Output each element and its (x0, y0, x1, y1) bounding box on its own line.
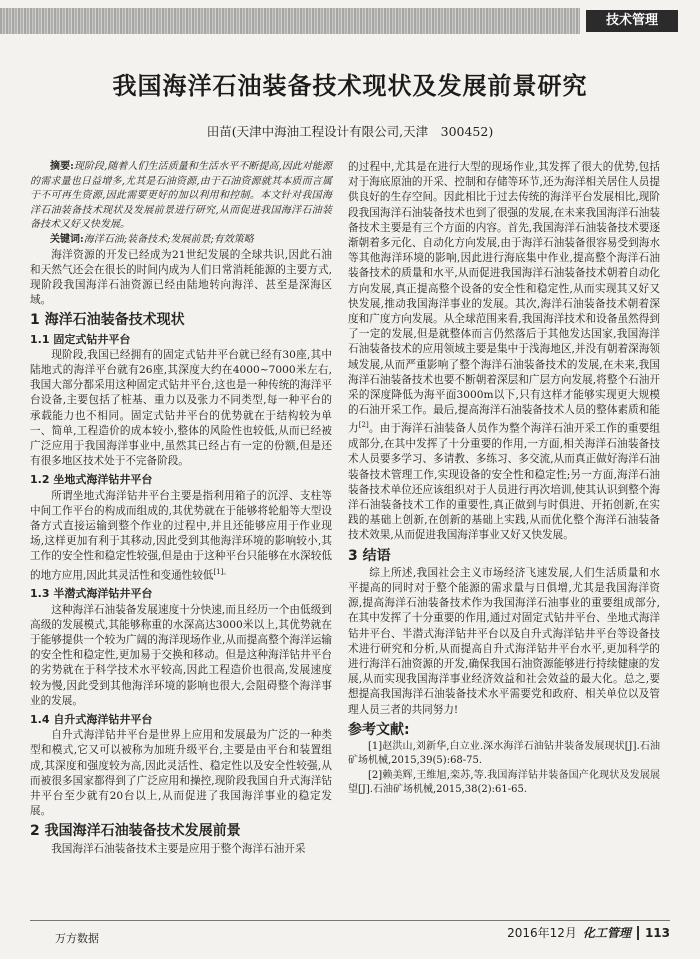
section-2-text-end: 。由于海洋石油装备人员作为整个海洋石油开采工作的重要组成部分,在其中发挥了十分重要的作用,一方面,相关海洋石油装备技术人员要多学习、多请教、多练习、多交流,从而真正做好海洋石油装备技术管理工作,实现设备的安全性和稳定性;另一方面,海洋石油装备技术单位还应该组织对于人员进行再次培训,使其认识到整个海洋石油装备技术工作的重要性,真正做到与时俱进、开拓创新,在实践的基础上创新,在创新的基础上实践,从而优化整个海洋石油装备技术效果,从而促进我国海洋事业又好又快发展。 (348, 422, 661, 542)
section-2-text-cont: 的过程中,尤其是在进行大型的现场作业,其发挥了很大的优势,包括对于海底原油的开采、控制和存储等环节,还为海洋相关居住人员提供良好的生存空间。因此相比于过去传统的海洋平台发展相比,现阶段我国海洋石油装备技术也到了很强的发展,在未来我国海洋石油装备技术主要是有三个方面的内容。首先,我国海洋石油装备技术要逐渐朝着多元化、自动化方向发展,由于海洋石油装备很容易受到海水等其他海洋环境的影响,因此进行海底集中作业,提高整个海洋石油装备技术的质量和水平,从而促进我国海洋石油装备技术朝着自动化方向发展,真正提高整个设备的安全性和稳定性,从而实现其又好又快发展,推动我国海洋事业的发展。其次,海洋石油装备技术朝着深度和广度方向发展。从全球范围来看,我国海洋技术和设备虽然得到了一定的发展,但是就整体而言仍然落后于其他发达国家,我国海洋石油装备技术的应用领域主要是集中于浅海地区,并没有朝着深海领域发展,从而严重影响了整个海洋石油装备技术的发展,在未来,我国海洋石油装备技术也要不断朝着深层和广层方向发展,将整个石油开采的深度降低为海平面3000m以下,只有这样才能够实现更大规模的石油开采工作。最后,提高海洋石油装备技术人员的整体素质和能力 (348, 161, 660, 435)
issue-date: 2016年12月 (507, 926, 577, 940)
author-line: 田苗(天津中海油工程设计有限公司,天津 300452) (206, 124, 494, 139)
abstract-text: 现阶段,随着人们生活质量和生活水平不断提高,因此对能源的需求量也日益增多,尤其是石油资源,由于石油资源就其本质而言属于不可再生资源,因此需要更好的加以利用和控制。本文针对我国海洋石油装备技术现状及发展前景进行研究,从而促进我国海洋石油装备技术又好又快发展。 (30, 161, 332, 231)
section-1-2-text: 所谓坐地式海洋钻井平台主要是指利用箱子的沉浮、支柱等中间工作平台的构成而组成的,其优势就在于能够将轮船等大型设备方式直接运输到整个作业的过程中,并且还能够应用于作业现场,这样更加有利于其移动,因此受到其他海洋环境的影响较小,其工作的安全性和稳定性较强,但是由于这种平台只能够在水深较低的地方应用,因此其灵活性和变通性较低 (30, 489, 332, 582)
section-tag: 技术管理 (586, 10, 678, 32)
reference-item: [1]赵洪山,刘新华,白立业.深水海洋石油钻井装备发展现状[J].石油矿场机械,2015,39(5):68-75. (348, 741, 660, 767)
keywords-text: 海洋石油;装备技术;发展前景;有效策略 (83, 233, 254, 245)
section-1-2-paragraph (30, 489, 332, 584)
banner-texture (0, 8, 580, 34)
abstract-label: 摘要: (50, 161, 74, 172)
reference-item: [2]赖美辉,王维旭,栾苏,等.我国海洋钻井装备国产化现状及发展展望[J].石油矿场机械,2015,38(2):61-65. (348, 769, 660, 796)
citation-2: [2] (358, 421, 369, 430)
references-heading: 参考文献: (348, 721, 410, 738)
right-column (348, 160, 660, 798)
section-3-text: 综上所述,我国社会主义市场经济飞速发展,人们生活质量和水平提高的同时对于整个能源的需求量与日俱增,尤其是我国海洋资源,提高海洋石油装备技术作为我国海洋石油事业的重要组成部分,在其中发挥了十分重要的作用,通过对固定式钻井平台、坐地式海洋钻井平台、半潜式海洋钻井平台以及自升式海洋钻井平台等设备技术进行研究和分析,从而提高自升式海洋钻井平台水平,更加科学的进行海洋石油资源的开发,确保我国石油资源能够进行持续健康的发展,从而实现我国海洋事业经济效益和社会效益的最大化。总之,要想提高我国海洋石油装备技术水平需要党和政府、相关单位以及管理人员三者的共同努力! (348, 566, 660, 716)
article-title: 我国海洋石油装备技术现状及发展前景研究 (112, 72, 588, 100)
section-1-heading: 1 海洋石油装备技术现状 (30, 312, 185, 329)
abstract (30, 160, 332, 233)
section-1-1-text: 现阶段,我国已经拥有的固定式钻井平台就已经有30座,其中陆地式的海洋平台就有26座,其深度大约在4000~7000米左右,我国大部分都采用这种固定式钻井平台,这也是一种传统的海洋平台设备,主要包括了桩基、重力以及张力不同类型,每一种平台的承载能力也不相同。固定式钻井平台的优势就在于结构较为单一、简单,工程造价的成本较小,整体的风险性也较低,从而已经被广泛应用于我国海洋事业中,虽然其已经占有一定的份额,但是还有很多地区技术处于不完备阶段。 (30, 348, 332, 468)
journal-name: 化工管理 (582, 926, 631, 940)
page-number: 113 (637, 926, 670, 940)
intro-paragraph: 海洋资源的开发已经成为21世纪发展的全球共识,因此石油和天然气还会在很长的时间内成为人们日常消耗能源的主要方式,现阶段我国海洋石油资源已经由陆地转向海洋、甚至是深海区域。 (30, 248, 332, 307)
top-banner (0, 0, 700, 40)
section-2-text-start: 我国海洋石油装备技术主要是应用于整个海洋石油开采 (51, 842, 306, 855)
left-column (30, 160, 332, 857)
section-2-paragraph (348, 160, 660, 544)
footer-info (507, 924, 670, 941)
section-1-3-text: 这种海洋石油装备发展速度十分快速,而且经历一个由低级到高级的发展模式,其能够称重的水深高达3000米以上,其优势就在于能够提供一个较为广阔的海洋现场作业,从而提高整个海洋运输的安全性和稳定性,更加易于交换和移动。但是这种海洋钻井平台的劣势就在于科学技术水平较高,因此工程造价也很高,发展速度较为慢,因此受到其他海洋环境的影响也很大,会阻碍整个海洋事业的发展。 (30, 603, 332, 707)
footer-source: 万方数据 (55, 932, 99, 945)
section-3-heading: 3 结语 (348, 547, 391, 564)
reference-list (348, 740, 660, 798)
section-1-4-heading: 1.4 自升式海洋钻井平台 (30, 712, 153, 726)
citation-1: [1]。 (213, 567, 231, 576)
keywords-label: 关键词: (50, 233, 84, 245)
section-2-heading: 2 我国海洋石油装备技术发展前景 (30, 823, 241, 840)
section-1-1-heading: 1.1 固定式钻井平台 (30, 332, 131, 346)
section-1-2-heading: 1.2 坐地式海洋钻井平台 (30, 473, 153, 487)
keywords (30, 233, 332, 248)
footer-rule (30, 920, 670, 921)
section-1-4-text: 自升式海洋钻井平台是世界上应用和发展最为广泛的一种类型和模式,它又可以被称为加班升级平台,主要是由平台和装置组成,其深度和强度较为高,因此灵活性、稳定性以及安全性较强,从而被很多国家都得到了广泛应用和操控,现阶段我国自升式海洋钻井平台至少就有20台以上,从而促进了我国海洋事业的稳定发展。 (30, 729, 332, 818)
abstract-block (30, 160, 332, 248)
section-1-3-heading: 1.3 半潜式海洋钻井平台 (30, 587, 153, 601)
